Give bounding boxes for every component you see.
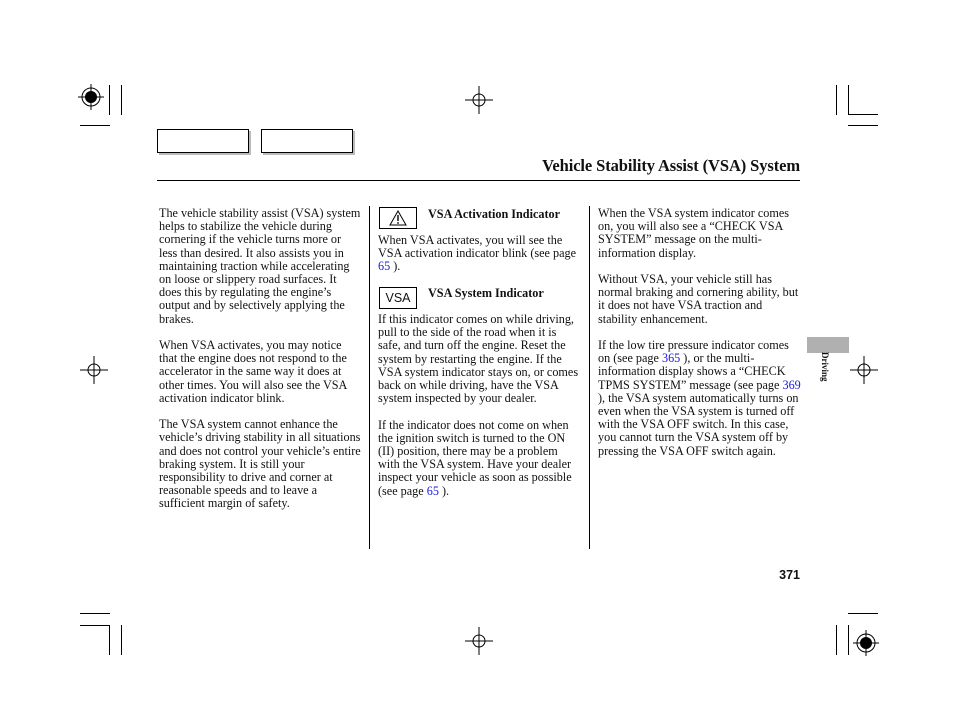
page-number: 371 (779, 568, 800, 582)
column-divider-1 (369, 206, 370, 549)
paragraph-vsa-intro: The vehicle stability assist (VSA) system helps to stabilize the vehicle during cornering if the vehicle turns more or less than desired. It also assists you in maintaining traction while accelerating on loose or slippery road surfaces. It does this by regulating the engine’s output and by selectively applying the brakes. (159, 206, 361, 326)
warning-triangle-icon (389, 210, 407, 226)
crosshair-right (850, 356, 878, 384)
page-link-369[interactable]: 369 (782, 377, 801, 392)
paragraph-check-vsa: When the VSA system indicator comes on, you will also see a “CHECK VSA SYSTEM” message on the multi-information display. (598, 206, 790, 260)
nav-box-2[interactable] (261, 129, 353, 153)
vsa-system-text (378, 313, 581, 511)
paragraph-tire-pressure: If the low tire pressure indicator comes on (see page 365 ), or the multi-information display shows a “CHECK TPMS SYSTEM” message (see page 369 ), the VSA system automatically turns on even when the VSA system is turned off with the VSA OFF switch. In this case, you cannot turn the VSA system off by pressing the VSA OFF switch again. (598, 338, 801, 458)
crosshair-bottom-center (465, 627, 493, 655)
paragraph-vsa-activates: When VSA activates, you may notice that the engine does not respond to the accelerator in the same way it does at other times. You will also see the VSA activation indicator blink. (159, 338, 347, 405)
page-link-365[interactable]: 365 (661, 351, 681, 366)
paragraph-indicator-not-on: If the indicator does not come on when the ignition switch is turned to the ON (II) position, there may be a problem with the VSA system. Have your dealer inspect your vehicle as soon as possible (see page 65 ). (378, 417, 572, 498)
paragraph-vsa-limits: The VSA system cannot enhance the vehicle’s driving stability in all situations and does not control your vehicle’s entire braking system. It is still your responsibility to drive and corner at reasonable speeds and to leave a sufficient margin of safety. (159, 417, 361, 511)
vsa-system-indicator-box (379, 287, 417, 309)
vsa-icon: VSA (385, 291, 411, 305)
page-link-65[interactable]: 65 (378, 259, 391, 274)
column-3 (598, 207, 801, 471)
vsa-activation-text: When VSA activates, you will see the VSA activation indicator blink (see page 65 ). (378, 233, 576, 274)
registration-target-top-left (78, 84, 104, 110)
page-link-65[interactable]: 65 (426, 483, 439, 498)
section-label: Driving (820, 352, 830, 382)
nav-box-1[interactable] (157, 129, 249, 153)
registration-target-bottom-right (853, 630, 879, 656)
crosshair-left (80, 356, 108, 384)
section-tab (807, 337, 849, 353)
vsa-activation-heading: VSA Activation Indicator (428, 207, 561, 221)
column-divider-2 (589, 206, 590, 549)
page-title: Vehicle Stability Assist (VSA) System (542, 156, 800, 175)
vsa-system-heading: VSA System Indicator (428, 286, 544, 300)
crosshair-top-center (465, 86, 493, 114)
paragraph-without-vsa: Without VSA, your vehicle still has normal braking and cornering ability, but it does not have VSA traction and stability enhancement. (598, 272, 799, 326)
paragraph-system-indicator: If this indicator comes on while driving, pull to the side of the road when it is safe, and turn off the engine. Reset the system by restarting the engine. If the VSA system indicator stays on, or comes back on while driving, have the VSA system inspected by your dealer. (378, 312, 579, 406)
column-1 (159, 207, 362, 524)
vsa-activation-indicator-box (379, 207, 417, 229)
title-rule (157, 180, 800, 181)
